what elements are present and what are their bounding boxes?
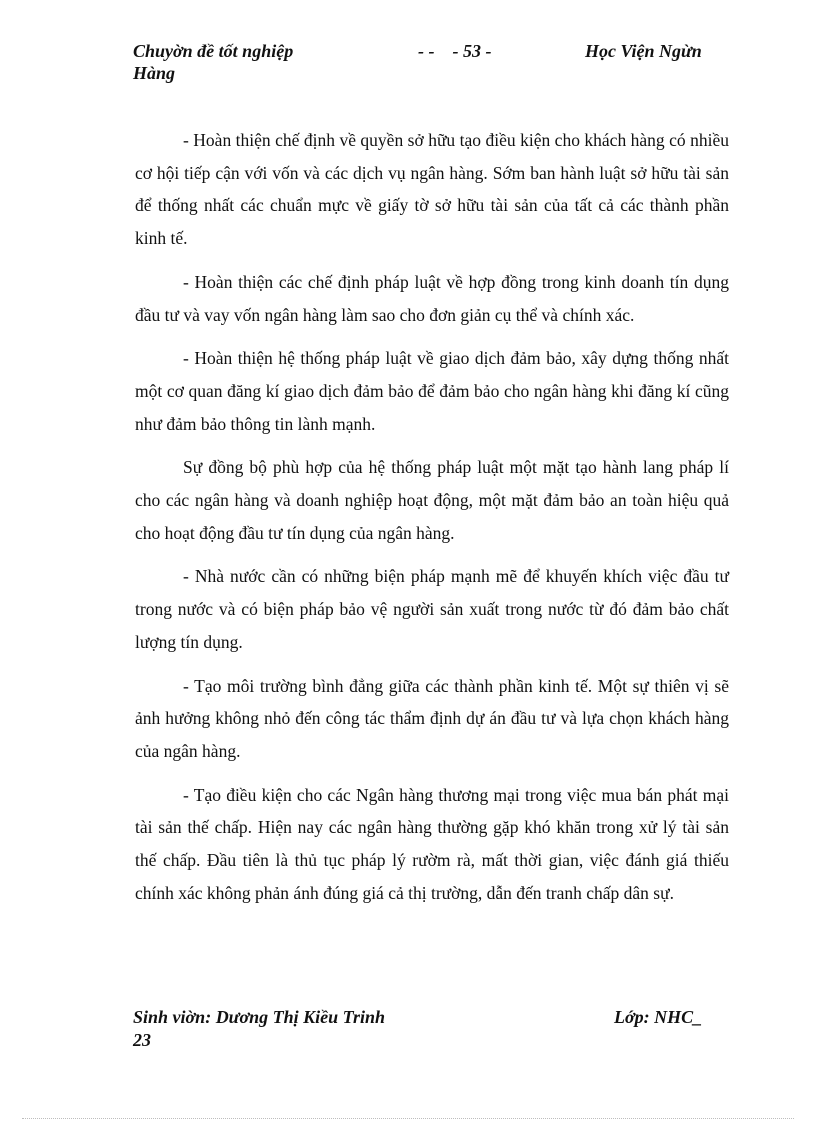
paragraph-4: Sự đồng bộ phù hợp của hệ thống pháp luật một mặt tạo hành lang pháp lí cho các ngân hàng và doanh nghiệp hoạt động, một mặt đảm bảo an toàn hiệu quả cho hoạt động đầu tư tín dụng của ngân hàng. [135, 457, 729, 543]
header-title-wrap: Hàng [133, 63, 176, 83]
paragraph-2: - Hoàn thiện các chế định pháp luật về hợp đồng trong kinh doanh tín dụng đầu tư và vay vốn ngân hàng làm sao cho đơn giản cụ thể và chính xác. [135, 271, 729, 325]
footer-student: Sinh viờn: Dương Thị Kiều Trinh [133, 1007, 386, 1027]
footer-student-wrap: 23 [133, 1030, 151, 1050]
paragraph-7: - Tạo điều kiện cho các Ngân hàng thương mại trong việc mua bán phát mại tài sản thế chấp. Hiện nay các ngân hàng thường gặp khó khăn trong xử lý tài sản thế chấp. Đầu tiên là thủ tục pháp lý rườm rà, mất thời gian, việc đánh giá thiếu chính xác không phản ánh đúng giá cả thị trường, dẫn đến tranh chấp dân sự. [135, 784, 729, 903]
document-body [135, 124, 729, 920]
page-bottom-divider [22, 1118, 794, 1119]
header-title: Chuyờn đề tốt nghiệp [133, 41, 294, 61]
header-institution: Học Viện Ngừn [585, 41, 702, 61]
page-number: - - - 53 - [418, 41, 492, 61]
paragraph-1: - Hoàn thiện chế định về quyền sở hữu tạo điều kiện cho khách hàng có nhiều cơ hội tiếp cận với vốn và các dịch vụ ngân hàng. Sớm ban hành luật sở hữu tài sản để thống nhất các chuẩn mực về giấy tờ sở hữu tài sản của tất cả các thành phần kinh tế. [135, 130, 729, 249]
paragraph-5: - Nhà nước cần có những biện pháp mạnh mẽ để khuyến khích việc đầu tư trong nước và có biện pháp bảo vệ người sản xuất trong nước từ đó đảm bảo chất lượng tín dụng. [135, 566, 729, 652]
paragraph-6: - Tạo môi trường bình đẳng giữa các thành phần kinh tế. Một sự thiên vị sẽ ảnh hưởng không nhỏ đến công tác thẩm định dự án đầu tư và lựa chọn khách hàng của ngân hàng. [135, 675, 729, 761]
paragraph-3: - Hoàn thiện hệ thống pháp luật về giao dịch đảm bảo, xây dựng thống nhất một cơ quan đăng kí giao dịch đảm bảo để đảm bảo cho ngân hàng khi đăng kí cũng như đảm bảo thông tin lành mạnh. [135, 348, 729, 434]
footer-class: Lớp: NHC_ [614, 1007, 703, 1027]
